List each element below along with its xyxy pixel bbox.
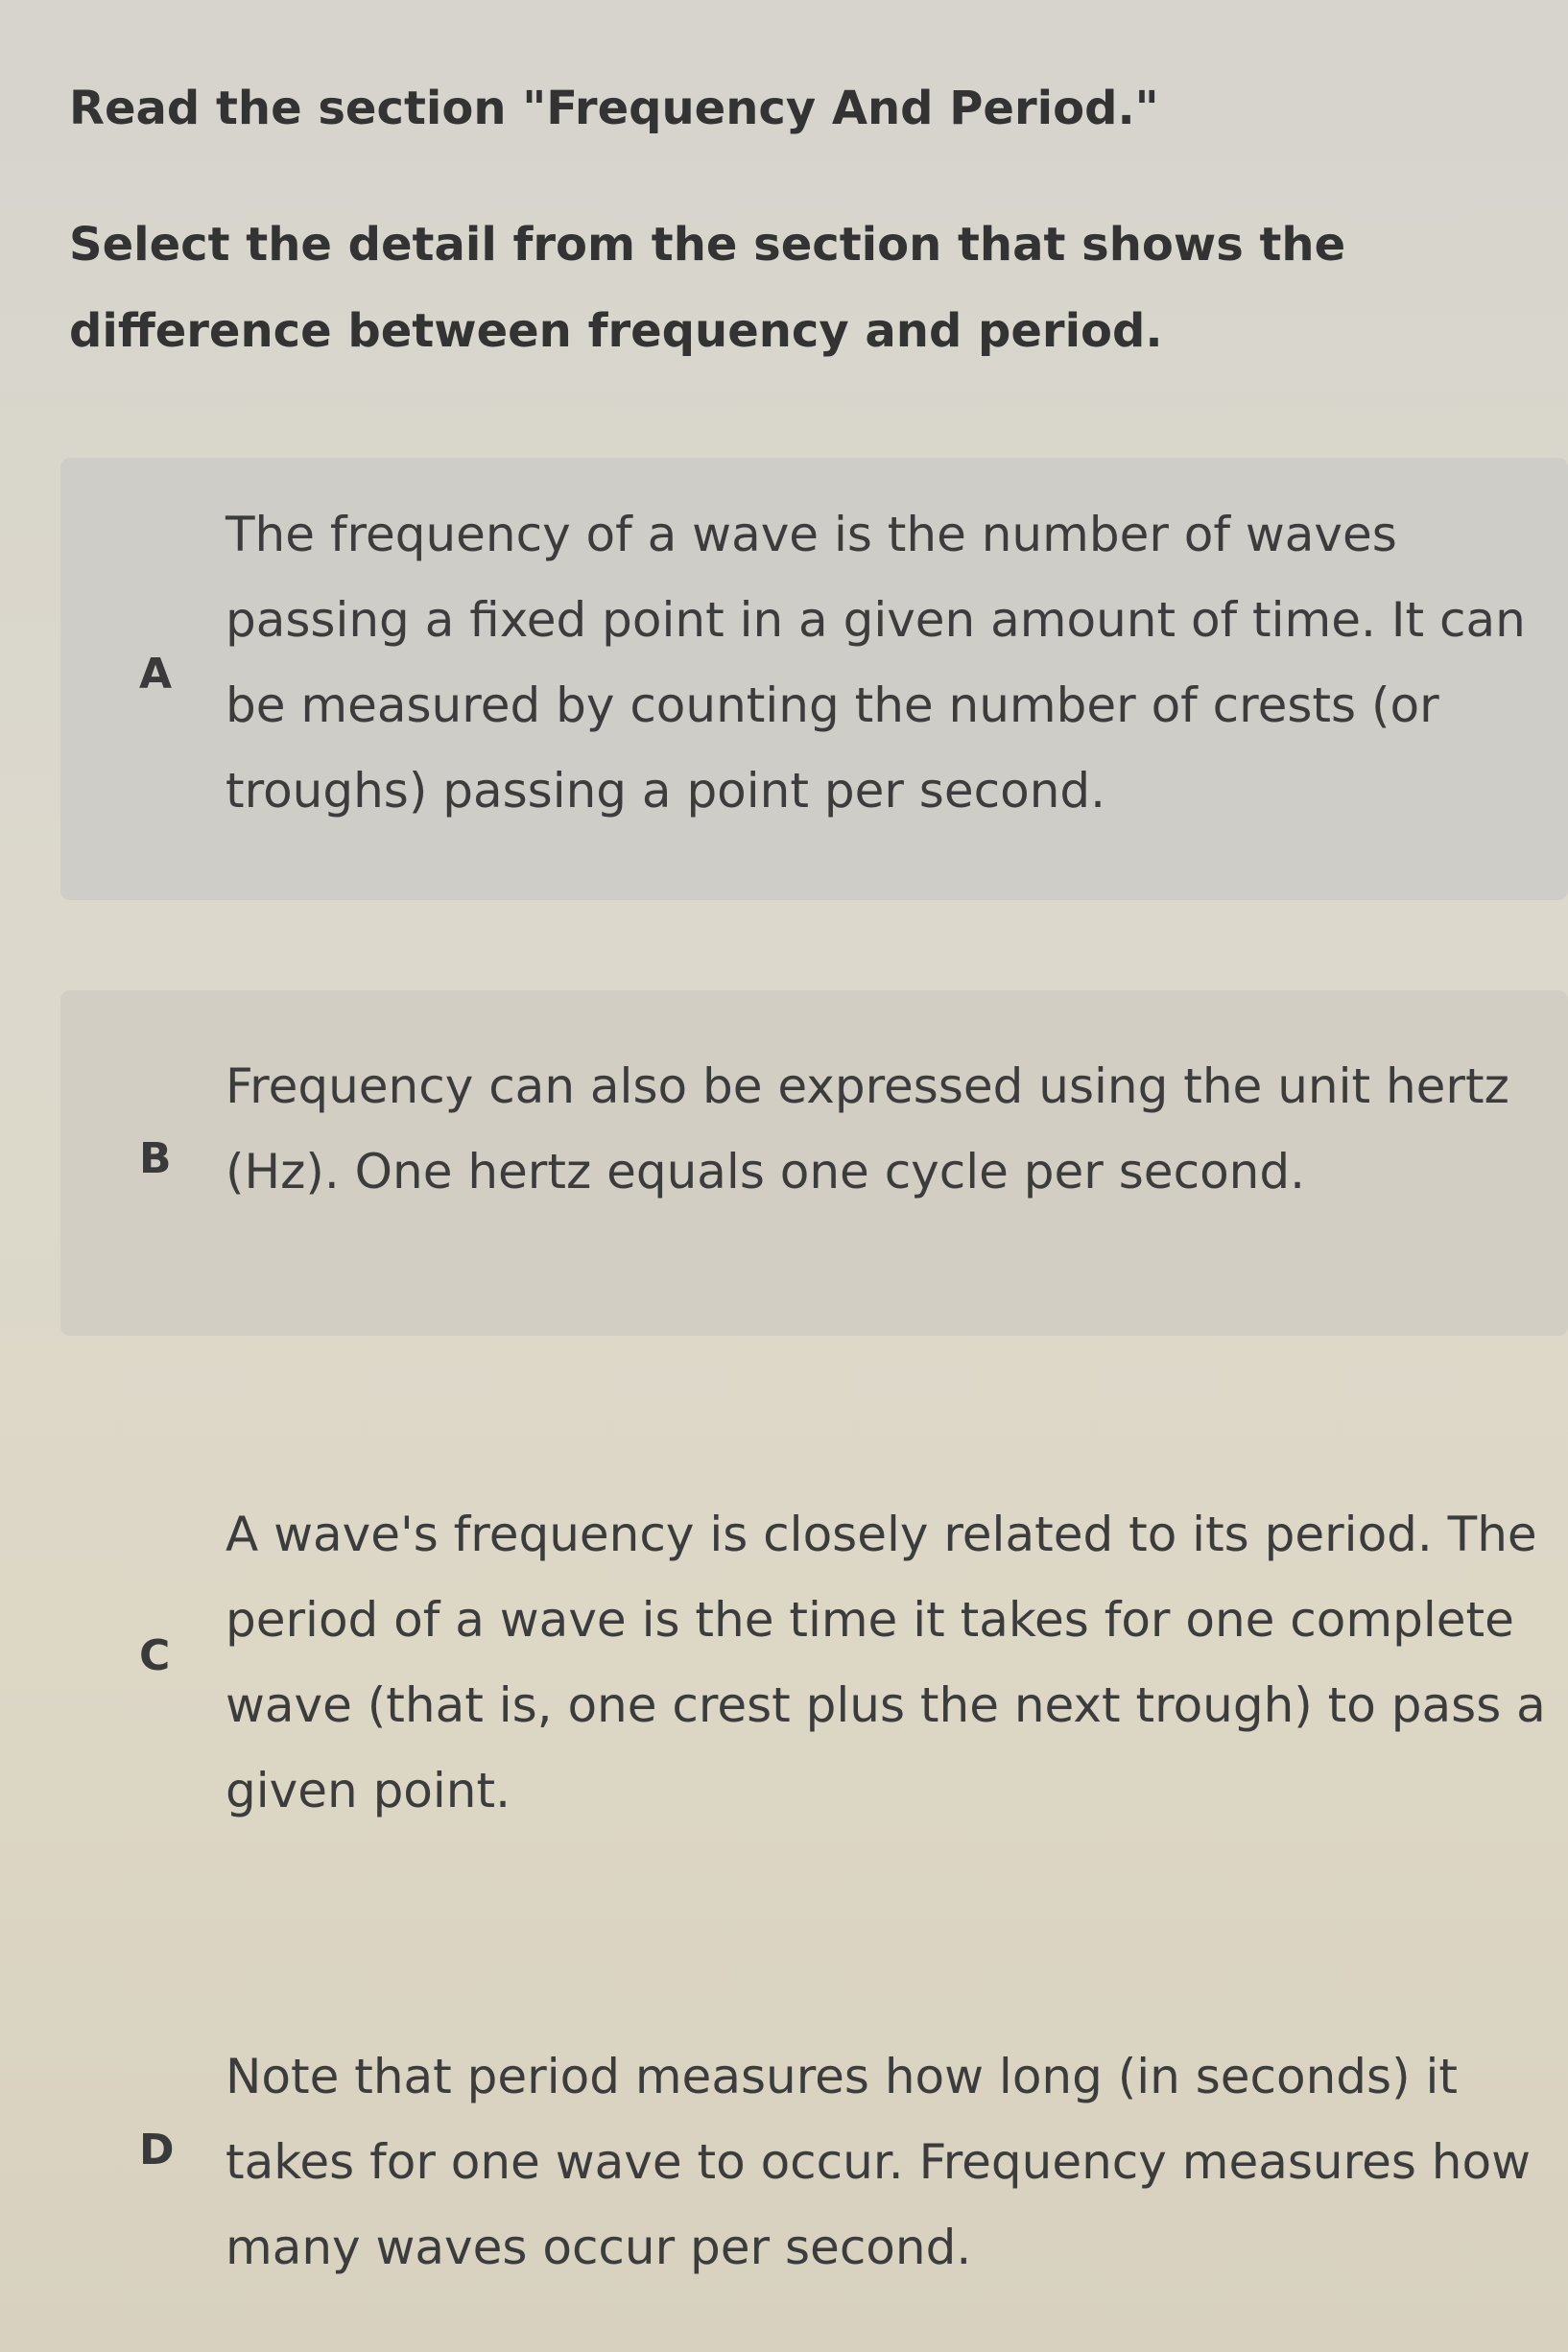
option-letter: A: [139, 650, 173, 699]
answer-option-c[interactable]: [60, 1411, 1568, 1890]
option-letter: C: [139, 1631, 171, 1680]
option-text: Frequency can also be expressed using the unit hertz (Hz). One hertz equals one cycle per second.: [226, 1058, 1509, 1200]
option-text: Note that period measures how long (in seconds) it takes for one wave to occur. Frequency measures how many waves occur per second.: [226, 2049, 1531, 2275]
option-text: A wave's frequency is closely related to its period. The period of a wave is the time it takes for one complete wave (that is, one crest plus the next trough) to pass a given point.: [226, 1507, 1546, 1818]
question-prompt: Select the detail from the section that shows the difference between frequency and period.: [69, 218, 1346, 358]
option-letter: D: [139, 2126, 175, 2174]
answer-option-d[interactable]: [60, 1967, 1568, 2322]
instruction-read-section: Read the section "Frequency And Period.": [69, 82, 1159, 135]
option-letter: B: [139, 1134, 172, 1183]
option-text: The frequency of a wave is the number of waves passing a fixed point in a given amount of time. It can be measured by counting the number of crests (or troughs) passing a point per second.: [226, 507, 1526, 819]
answer-option-b[interactable]: [60, 990, 1568, 1336]
answer-option-a[interactable]: [60, 458, 1568, 900]
